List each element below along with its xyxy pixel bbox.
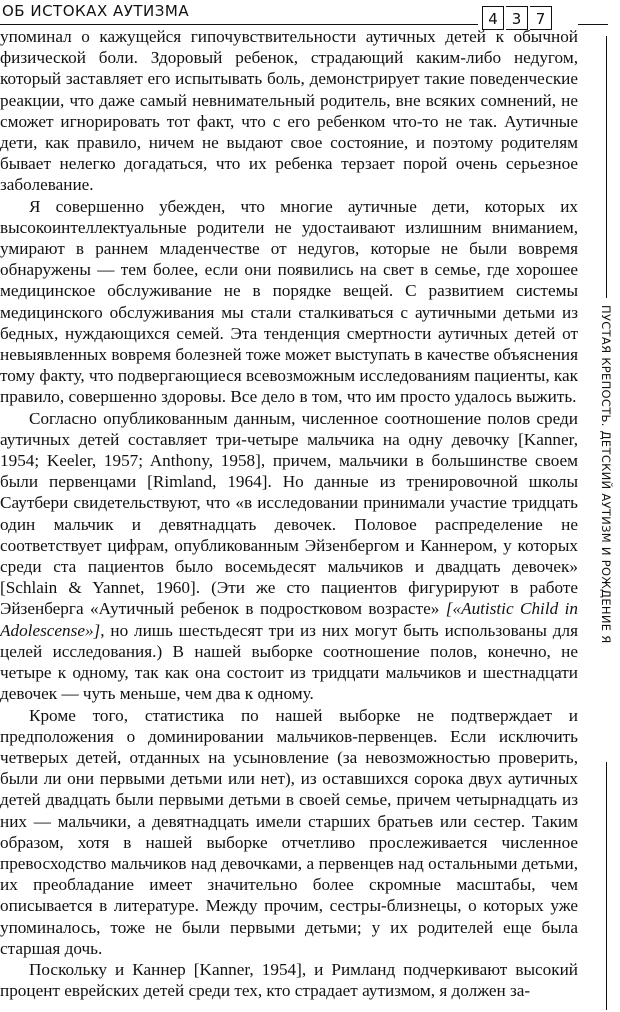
paragraph: Кроме того, статистика по нашей выборке не подтверждает и предположения о доминировании мальчиков-первенцев. Если исключить четверых детей, отданных на усыновление (за невозможностью проверить, были ли они первыми детьми или нет), из оставшихся сорока двух аутичных детей двадцать были первыми детьми в своей семье, причем четырнадцать из них — мальчики, а девятнадцать имели старших братьев или сестер. Таким образом, хотя в нашей выборке отчетливо прослеживается численное превосходство мальчиков над девочками, а первенцев над остальными детьми, их преобладание имеет значительно более скромные масштабы, чем описывается в литературе. Между прочим, сестры-близнецы, о которых уже упоминалось, тоже не были первыми детьми; у их родителей еще была старшая дочь.	[0, 705, 578, 958]
running-title: ОБ ИСТОКАХ АУТИЗМА	[2, 2, 190, 20]
italic-citation: [«Autistic Child in Adolescense»]	[0, 599, 578, 640]
paragraph-text: Согласно опубликованным данным, численное соотношение полов среди аутичных детей составляет три-четыре мальчика на одну девочку [Kanner, 1954; Keeler, 1957; Anthony, 1958], причем, мальчики в большинстве своем были первенцами [Rimland, 1964]. Но данные из тренировочной школы Саутбери свидетельствуют, что «в исследовании принимали участие тридцать один мальчик и девятнадцать девочек. Половое распределение не соответствует цифрам, опубликованным Эйзенбергом и Каннером, у которых среди ста пациентов было восемьдесят мальчиков и двадцать девочек» [Schlain & Yannet, 1960]. (Эти же сто пациентов фигурируют в работе Эйзенберга «Аутичный ребенок в подростковом возрасте»	[0, 408, 578, 619]
page-digit: 7	[530, 6, 552, 30]
paragraph	[0, 408, 578, 705]
header-rule	[0, 24, 478, 25]
paragraph-text: , но лишь шестьдесят три из них могут быть использованы для целей исследования.) В нашей выборке соотношение полов, конечно, не четыре к одному, так как она состоит из тридцати мальчиков и шестнадцати девочек — чуть меньше, чем два к одному.	[0, 620, 578, 704]
paragraph: упоминал о кажущейся гипочувствительности аутичных детей к обычной физической боли. Здоровый ребенок, страдающий каким-либо недугом, который заставляет его испытывать боль, демонстрирует такие поведенческие реакции, что даже самый невнимательный родитель, вне всяких сомнений, не сможет игнорировать тот факт, что с его ребенком что-то не так. Аутичные дети, как правило, ничем не выдают свое состояние, и поэтому родителям бывает нелегко догадаться, что их ребенка терзает порой очень серьезное заболевание.	[0, 27, 578, 195]
paragraph: Я совершенно убежден, что многие аутичные дети, которых их высокоинтеллектуальные родители не удостаивают излишним вниманием, умирают в раннем младенчестве от недугов, которые не были вовремя обнаружены — тем более, если они появились на свет в семье, где хорошее медицинское обслуживание не в порядке вещей. С развитием системы медицинского обслуживания мы стали сталкиваться с аутичными детьми из бедных, нуждающихся семей. Эта тенденция смертности аутичных детей от невыявленных вовремя болезней тоже может выступать в качестве объяснения тому факту, что подвергающиеся всевозможным исследованиям пациенты, как правило, совершенно здоровы. Все дело в том, что им просто удалось выжить.	[0, 196, 579, 407]
book-title-vertical: ПУСТАЯ КРЕПОСТЬ. ДЕТСКИЙ АУТИЗМ И РОЖДЕНИЕ Я	[599, 305, 613, 644]
page-digit: 3	[506, 6, 528, 30]
side-rule-top	[606, 36, 607, 298]
paragraph: Поскольку и Каннер [Kanner, 1954], и Римланд подчеркивают высокий процент еврейских детей среди тех, кто страдает аутизмом, я должен за-	[0, 959, 578, 1001]
body-text	[0, 26, 578, 1001]
header-rule-right	[578, 24, 608, 25]
page-digit: 4	[482, 6, 504, 30]
side-rule-bottom	[606, 762, 607, 1010]
